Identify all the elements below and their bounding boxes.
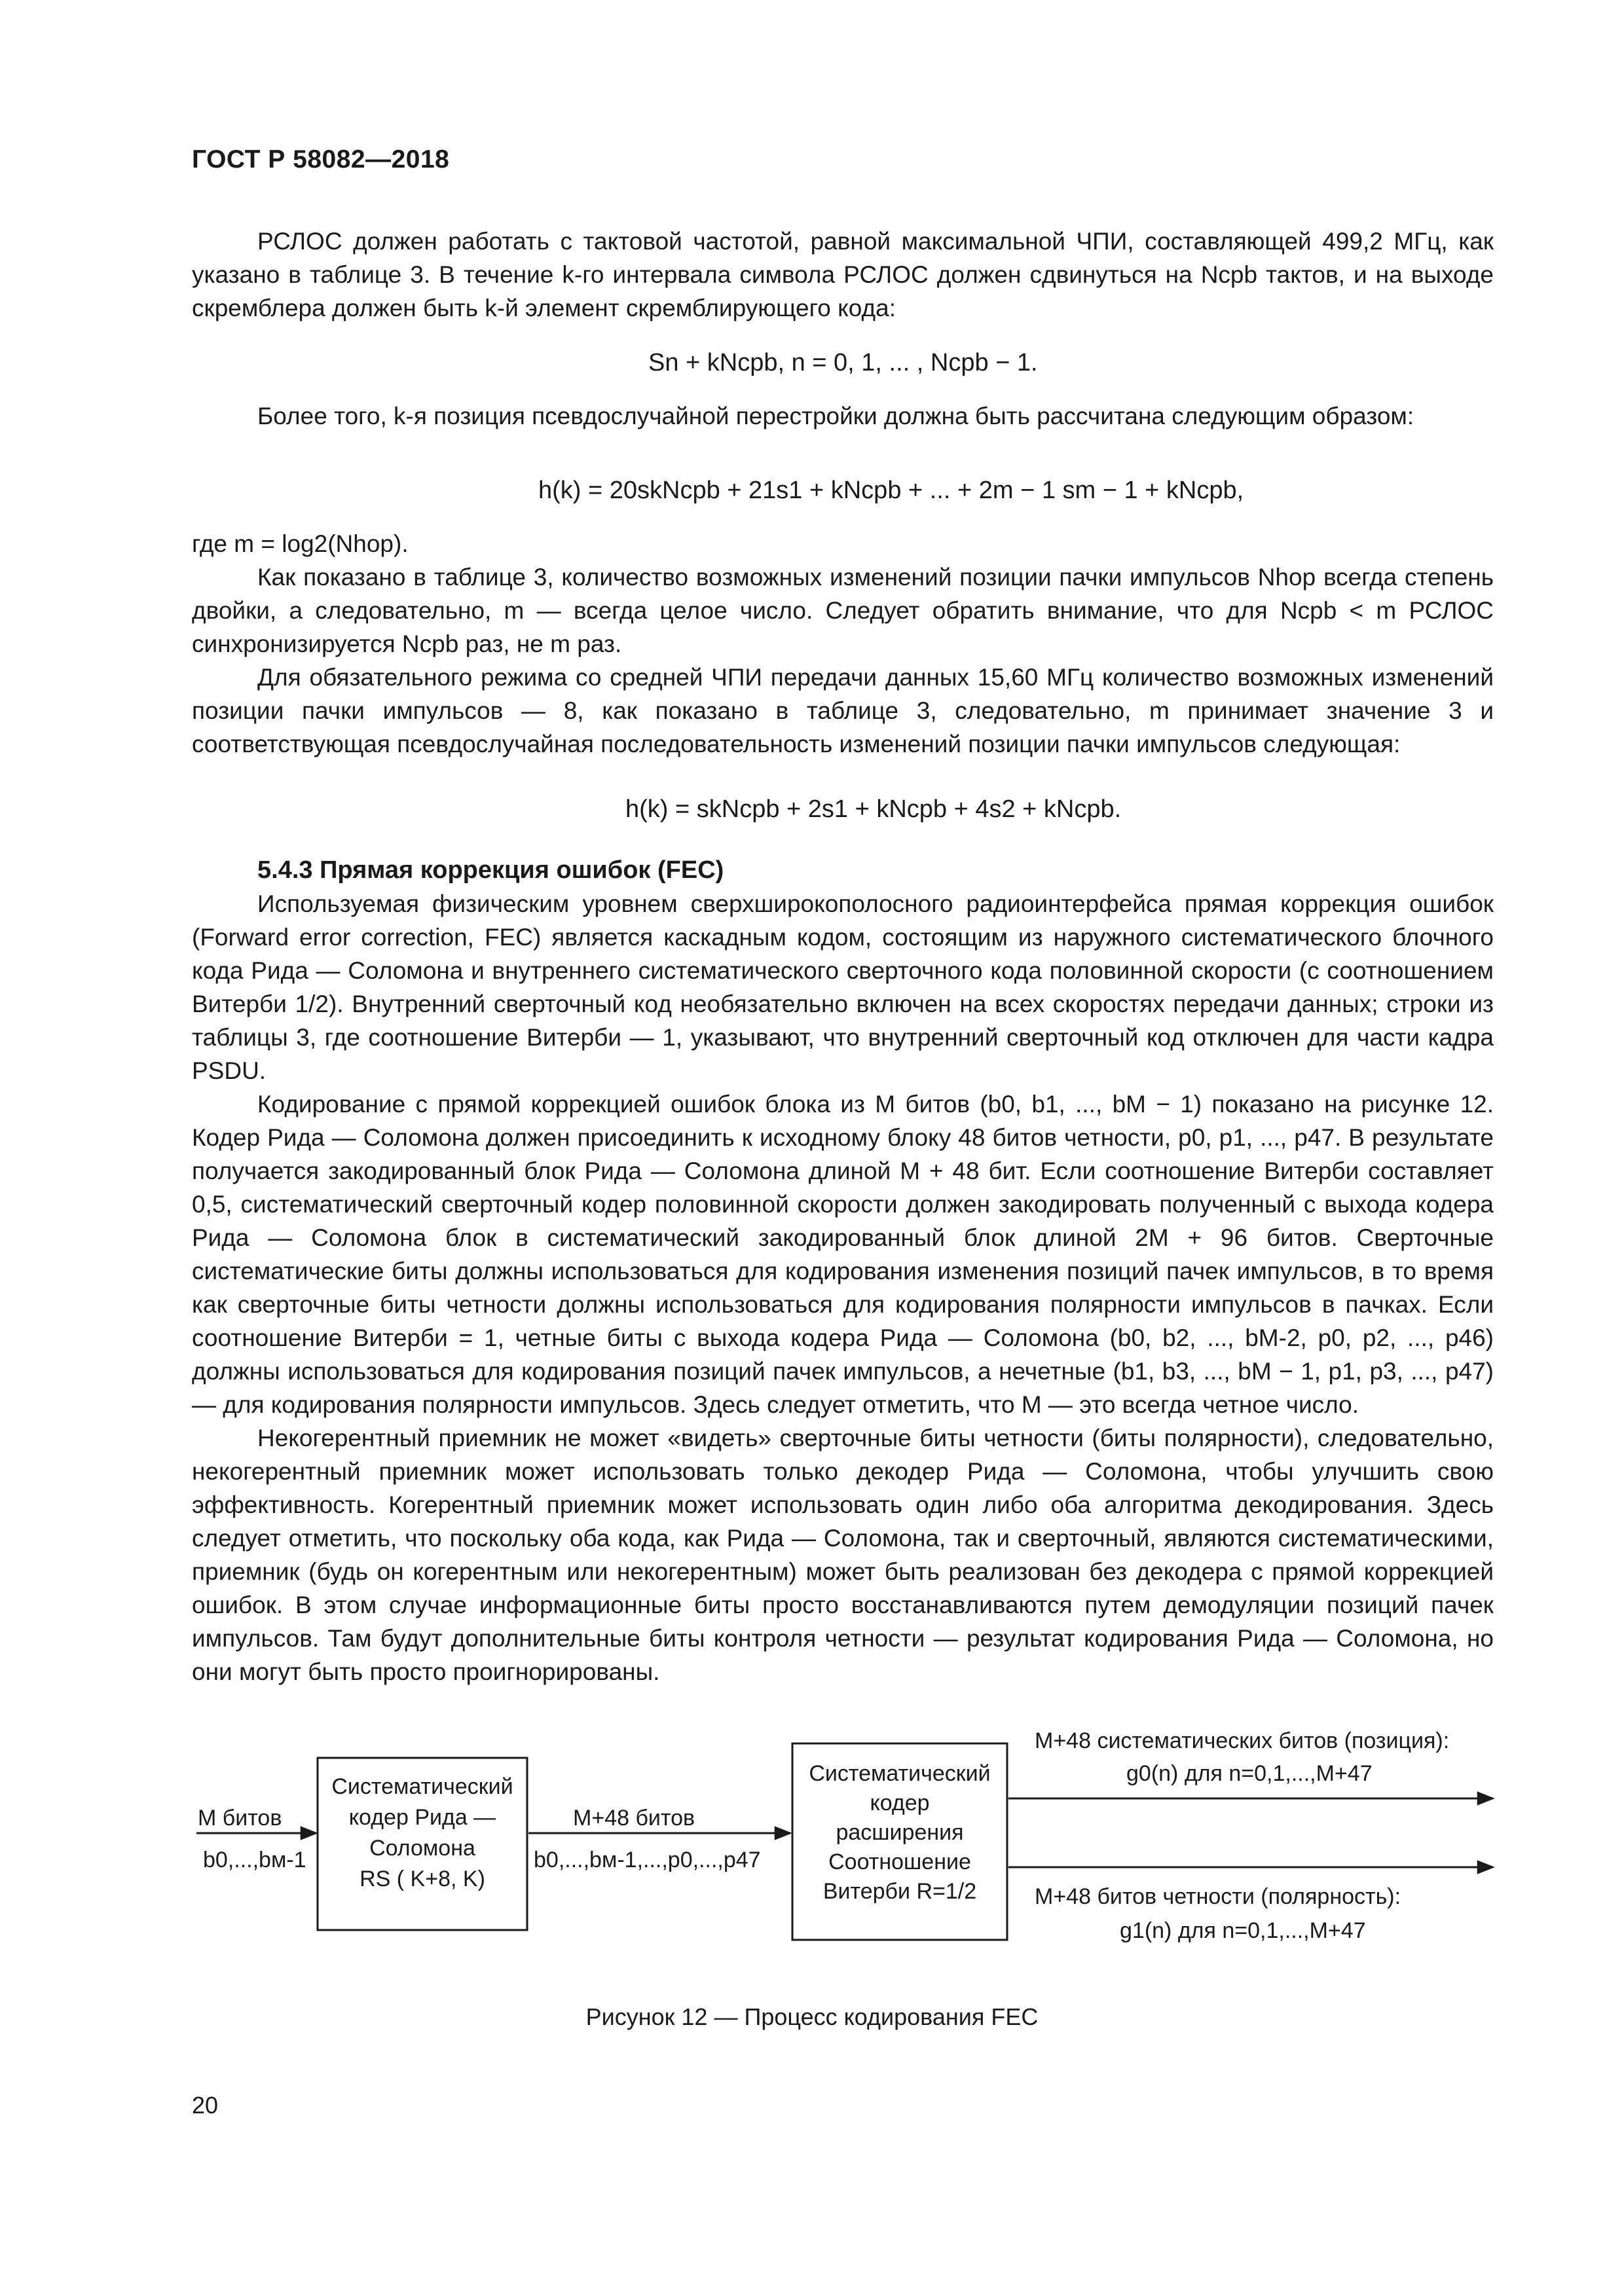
output-2-label: M+48 битов четности (полярность): (1035, 1884, 1401, 1909)
mid-bits: b0,...,bм-1,...,p0,...,p47 (534, 1848, 761, 1872)
conv-box-line-5: Витерби R=1/2 (822, 1879, 977, 1904)
mid-label: M+48 битов (573, 1806, 695, 1831)
output-2-formula: g1(n) для n=0,1,...,M+47 (1120, 1918, 1366, 1943)
section-heading: 5.4.3 Прямая коррекция ошибок (FEC) (257, 856, 724, 884)
standard-header: ГОСТ Р 58082—2018 (192, 145, 450, 173)
rs-box-line-2: кодер Рида — (348, 1805, 496, 1830)
paragraph-2 (192, 399, 1494, 433)
paragraph-text: Используемая физическим уровнем сверхширокополосного радиоинтерфейса прямая коррекция ошибок (Forward error correction, FEC) является каскадным кодом, состоящим из наружного систематического блочного кода Рида — Соломона и внутреннего систематического сверточного кода половинной скорости (с соотношением Витерби 1/2). Внутренний сверточный код необязательно включен на всех скоростях передачи данных; строки из таблицы 3, где соотношение Витерби — 1, указывают, что внутренний сверточный код отключен для части кадра PSDU. (192, 890, 1494, 1084)
paragraph-group-3 (192, 527, 1494, 761)
rs-box-line-1: Систематический (331, 1774, 513, 1799)
paragraph-text: где m = log2(Nhop). (192, 530, 409, 557)
paragraph-1 (192, 225, 1494, 325)
conv-box-line-4: Соотношение (828, 1850, 971, 1874)
figure-caption: Рисунок 12 — Процесс кодирования FEC (585, 2003, 1039, 2030)
formula-hopping-position: h(k) = 20skNcpb + 21s1 + kNcpb + ... + 2m − 1 sm − 1 + kNcpb, (538, 477, 1244, 504)
fec-diagram (177, 1722, 1519, 1984)
conv-box-line-3: расширения (836, 1820, 964, 1845)
formula-mandatory-mode: h(k) = skNcpb + 2s1 + kNcpb + 4s2 + kNcpb. (625, 795, 1122, 823)
rs-box-line-4: RS ( K+8, K) (360, 1867, 485, 1891)
input-label: M битов (198, 1806, 282, 1831)
paragraph-text: Некогерентный приемник не может «видеть» сверточные биты четности (биты полярности), следовательно, некогерентный приемник может использовать только декодер Рида — Соломона, чтобы улучшить свою эффективность. Когерентный приемник может использовать один либо оба алгоритма декодирования. Здесь следует отметить, что поскольку оба кода, как Рида — Соломона, так и сверточный, являются систематическими, приемник (будь он когерентным или некогерентным) может быть реализован без декодера с прямой коррекцией ошибок. В этом случае информационные биты просто восстанавливаются путем демодуляции позиций пачек импульсов. Там будут дополнительные биты контроля четности — результат кодирования Рида — Соломона, но они могут быть просто проигнорированы. (192, 1425, 1494, 1685)
conv-box-line-2: кодер (870, 1791, 930, 1815)
paragraph-text: Более того, k-я позиция псевдослучайной перестройки должна быть рассчитана следующим образом: (257, 403, 1414, 429)
paragraph-text: Кодирование с прямой коррекцией ошибок блока из M битов (b0, b1, ..., bM − 1) показано на рисунке 12. Кодер Рида — Соломона должен присоединить к исходному блоку 48 битов четности, p0, p1, ..., p47. В результате получается закодированный блок Рида — Соломона длиной M + 48 бит. Если соотношение Витерби составляет 0,5, систематический сверточный кодер половинной скорости должен закодировать полученный с выхода кодера Рида — Соломона блок в систематический закодированный блок длиной 2M + 96 битов. Сверточные систематические биты должны использоваться для кодирования изменения позиций пачек импульсов, в то время как сверточные биты четности должны использоваться для кодирования полярности импульсов в пачках. Если соотношение Витерби = 1, четные биты с выхода кодера Рида — Соломона (b0, b2, ..., bM-2, p0, p2, ..., p46) должны использоваться для кодирования позиций пачек импульсов, а нечетные (b1, b3, ..., bM − 1, p1, p3, ..., p47) — для кодирования полярности импульсов. Здесь следует отметить, что M — это всегда четное число. (192, 1091, 1494, 1418)
page-number: 20 (192, 2092, 219, 2119)
input-bits: b0,...,bм-1 (203, 1848, 306, 1872)
conv-box-line-1: Систематический (809, 1761, 991, 1786)
rs-box-line-3: Соломона (369, 1836, 475, 1861)
paragraph-text: Как показано в таблице 3, количество возможных изменений позиции пачки импульсов Nhop всегда степень двойки, а следовательно, m — всегда целое число. Следует обратить внимание, что для Ncpb < m РСЛОС синхронизируется Ncpb раз, не m раз. (192, 564, 1494, 657)
paragraph-text: РСЛОС должен работать с тактовой частотой, равной максимальной ЧПИ, составляющей 499,2 МГц, как указано в таблице 3. В течение k-го интервала символа РСЛОС должен сдвинуться на Ncpb тактов, и на выходе скремблера должен быть k-й элемент скремблирующего кода: (192, 228, 1494, 321)
output-1-label: M+48 систематических битов (позиция): (1035, 1728, 1450, 1753)
paragraph-text: Для обязательного режима со средней ЧПИ передачи данных 15,60 МГц количество возможных изменений позиции пачки импульсов — 8, как показано в таблице 3, следовательно, m принимает значение 3 и соответствующая псевдослучайная последовательность изменений позиции пачки импульсов следующая: (192, 664, 1494, 757)
output-1-formula: g0(n) для n=0,1,...,M+47 (1126, 1761, 1373, 1786)
formula-scrambler-element: Sn + kNcpb, n = 0, 1, ... , Ncpb − 1. (648, 349, 1038, 376)
paragraph-group-fec (192, 887, 1494, 1688)
